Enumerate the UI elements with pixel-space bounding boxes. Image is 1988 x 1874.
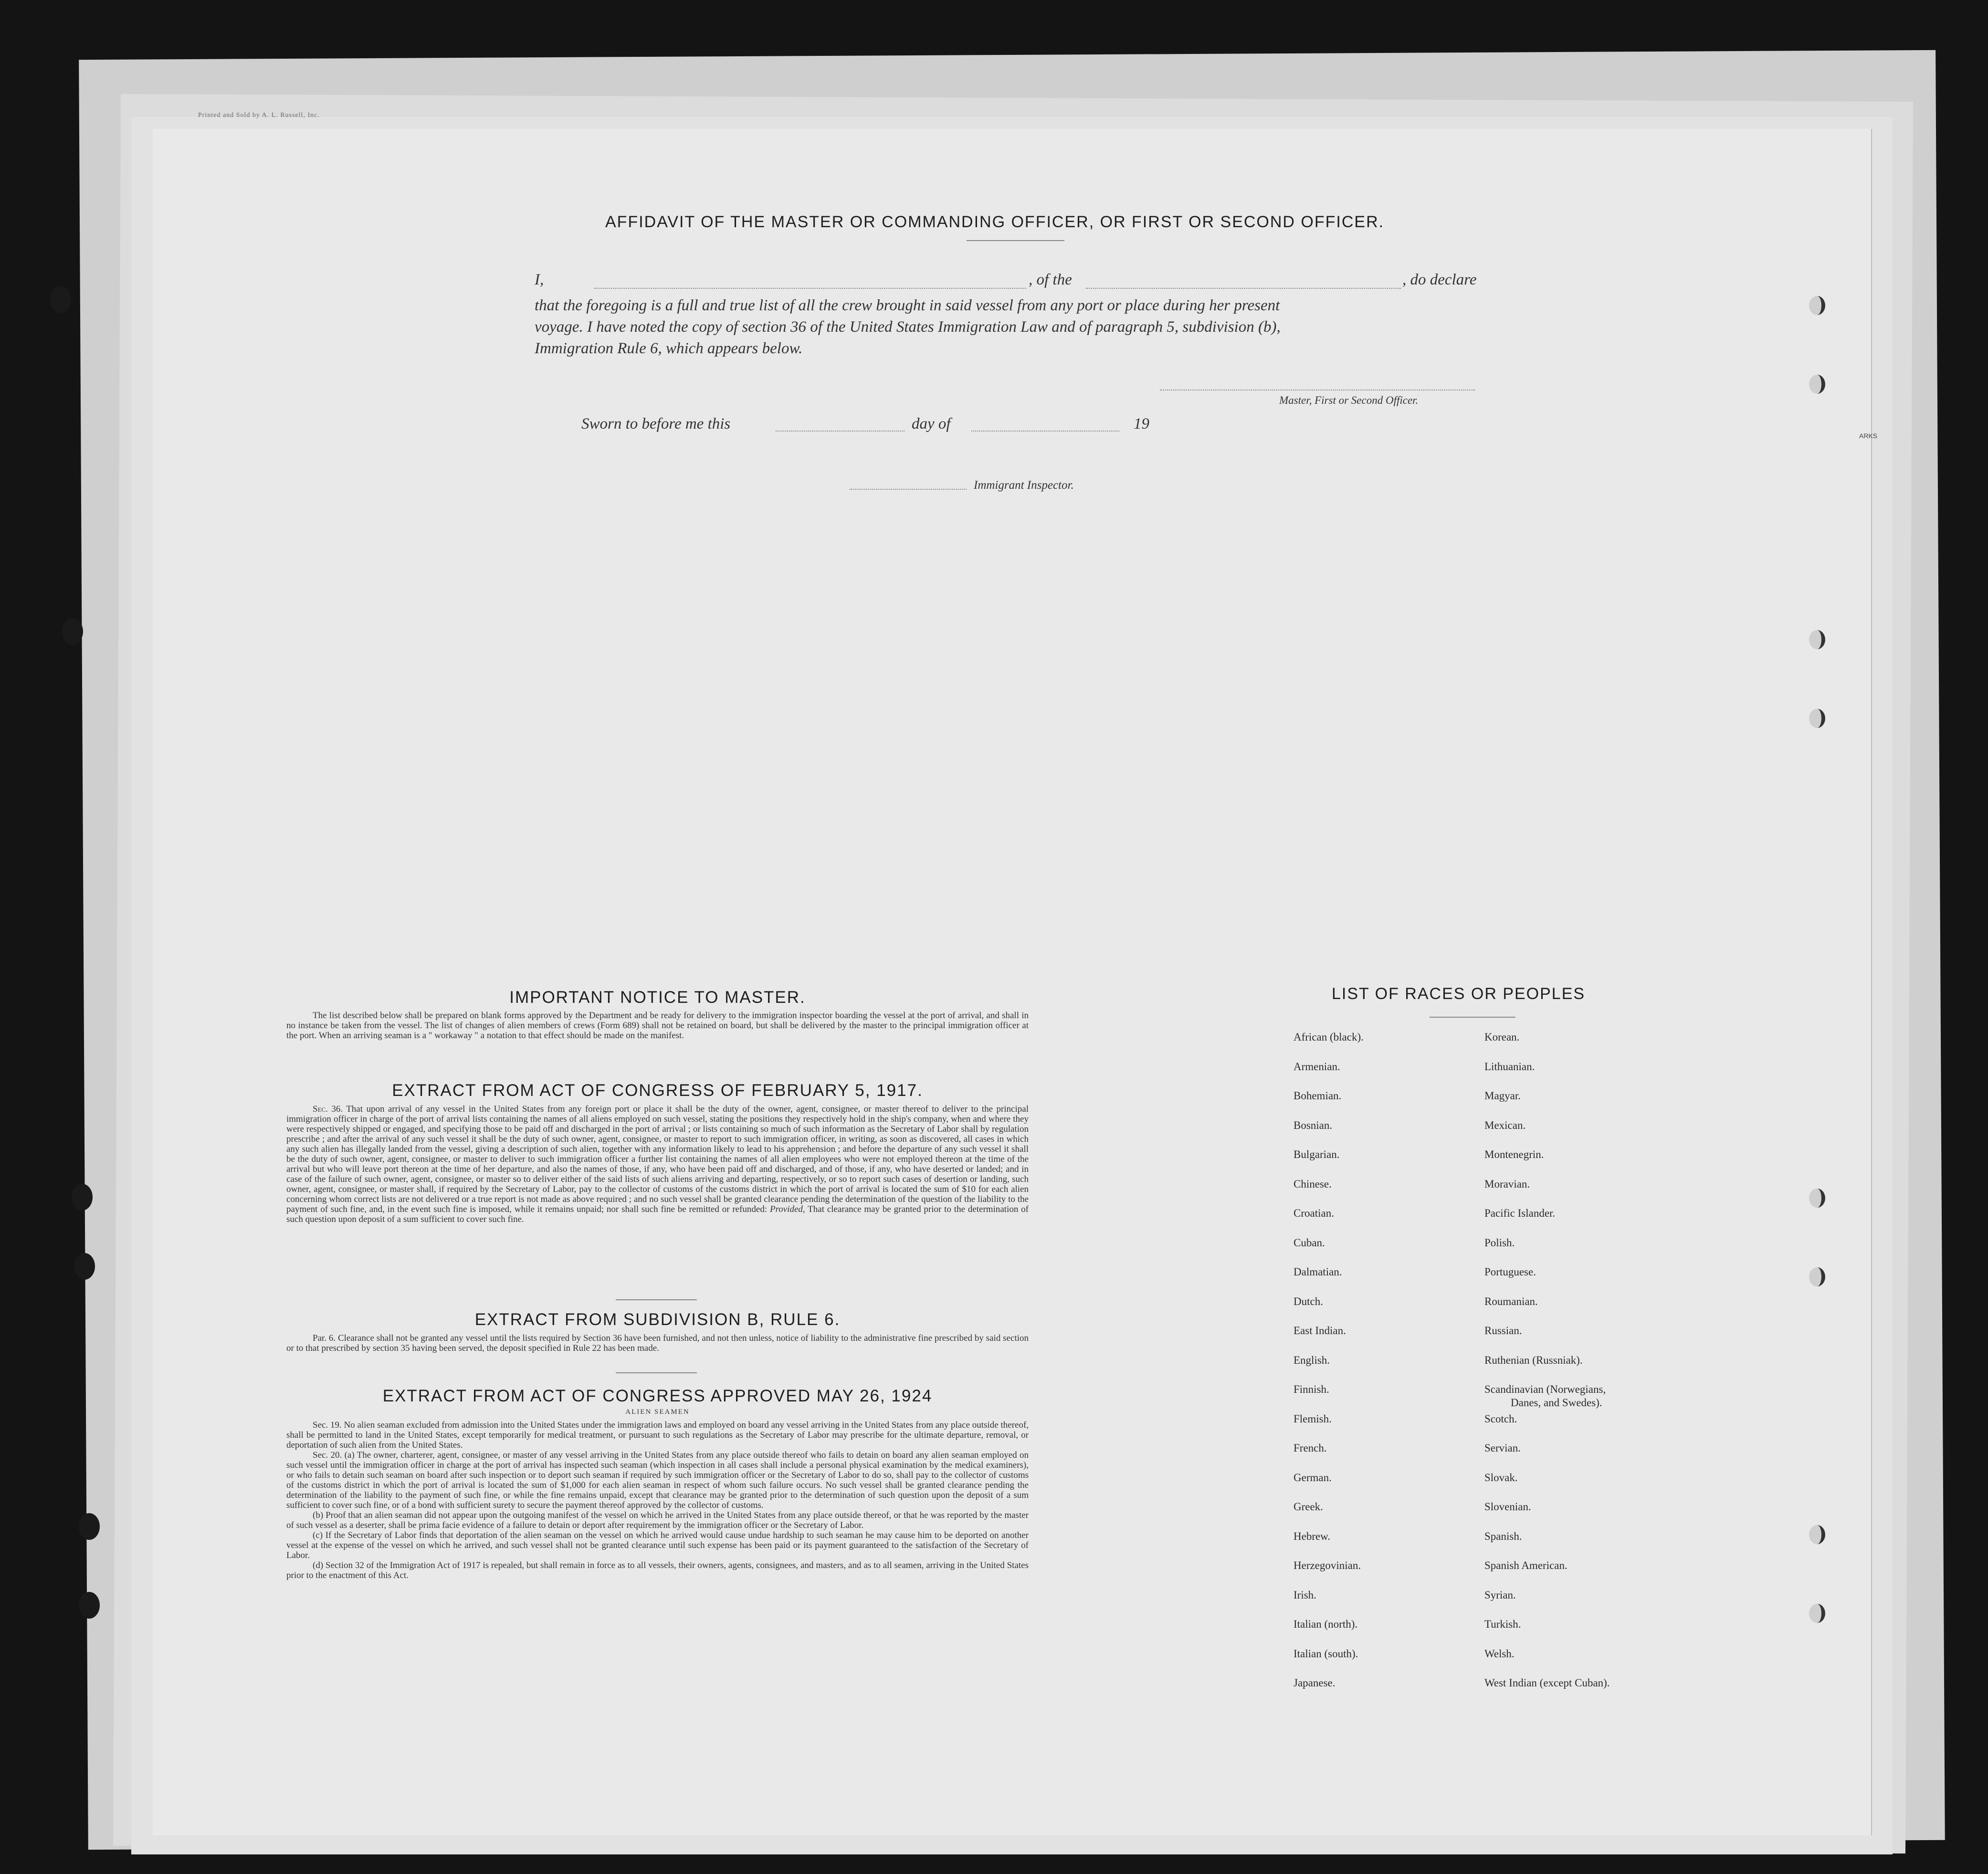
race-item: French. — [1294, 1442, 1327, 1454]
binder-hole — [1809, 630, 1825, 649]
race-item: Slovenian. — [1484, 1501, 1531, 1513]
race-item: Irish. — [1294, 1589, 1316, 1601]
binder-hole — [79, 1513, 100, 1540]
day-blank — [776, 431, 905, 432]
sec-36-label: Sec. 36. — [313, 1104, 343, 1114]
binder-hole — [1809, 375, 1825, 394]
sworn-text: Sworn to before me this — [581, 415, 731, 432]
extract-1917-paragraph — [286, 1104, 1029, 1224]
day-of-text: day of — [912, 415, 951, 432]
month-blank — [971, 431, 1119, 432]
margin-text: ARKS — [1859, 432, 1878, 440]
sec-20-b-paragraph: (b) Proof that an alien seaman did not appear upon the outgoing manifest of the vessel on which he arrived in the United States from any place outside thereof, or that he was reported by the master of such vessel as a deserter, shall be prima facie evidence of a failure to detain or deport after requirement by the immigration officer or the Secretary of Labor. — [286, 1510, 1029, 1530]
binder-hole — [50, 286, 71, 313]
inspector-blank — [850, 489, 967, 490]
sec-36-body-end: That clearance may be granted prior to the determination of such question upon deposit of a sum sufficient to cover such fine. — [286, 1204, 1029, 1224]
race-item: Herzegovinian. — [1294, 1559, 1361, 1571]
notice-title: IMPORTANT NOTICE TO MASTER. — [509, 988, 806, 1007]
races-title: LIST OF RACES OR PEOPLES — [1332, 985, 1586, 1003]
race-item: Italian (north). — [1294, 1618, 1358, 1630]
binder-hole — [79, 1592, 100, 1619]
race-item: Ruthenian (Russniak). — [1484, 1354, 1583, 1366]
title-rule — [967, 240, 1064, 241]
rule-6-text — [286, 1333, 1029, 1353]
race-item: Chinese. — [1294, 1178, 1332, 1190]
race-item: Turkish. — [1484, 1618, 1521, 1630]
race-item: Bosnian. — [1294, 1119, 1333, 1131]
printer-imprint: Printed and Sold by A. L. Russell, Inc. — [198, 112, 320, 119]
year-prefix: 19 — [1134, 415, 1149, 432]
race-item: Mexican. — [1484, 1119, 1526, 1131]
binder-hole — [1809, 709, 1825, 728]
race-item: Slovak. — [1484, 1471, 1518, 1484]
race-item: Dutch. — [1294, 1295, 1323, 1307]
rule-6-paragraph: Par. 6. Clearance shall not be granted any vessel until the lists required by Section 36 have been furnished, and not then unless, notice of liability to the administrative fine prescribed by said section or to that prescribed by section 35 having been served, the deposit specified in Rule 22 has been made. — [286, 1333, 1029, 1353]
affidavit-line-4: Immigration Rule 6, which appears below. — [535, 340, 803, 357]
binder-hole — [1809, 1267, 1825, 1286]
race-item: Flemish. — [1294, 1412, 1332, 1425]
race-item: East Indian. — [1294, 1325, 1346, 1337]
race-item: Montenegrin. — [1484, 1148, 1544, 1160]
vessel-blank — [1086, 288, 1401, 289]
race-item: Finnish. — [1294, 1383, 1329, 1395]
sec-20-c-paragraph: (c) If the Secretary of Labor finds that deportation of the alien seaman on the vessel on which he arrived would cause undue hardship to such seaman he may cause him to be deported on another vessel at the expense of the vessel on which he arrived, and such vessel shall not be granted clearance until such expense has been paid or its payment guaranteed to the satisfaction of the Secretary of Labor. — [286, 1530, 1029, 1560]
section-rule — [616, 1299, 697, 1300]
sec-36-body: That upon arrival of any vessel in the United States from any foreign port or place it shall be the duty of the owner, agent, consignee, or master thereof to deliver to the principal immigration officer in charge of the port of arrival lists containing the names of all aliens employed on such vessel, stating the positions they respectively hold in the ship's company, when and where they were respectively shipped or engaged, and specifying those to be paid off and discharged in the port of arrival ; or lists containing so much of such information as the Secretary of Labor shall by regulation prescribe ; and after the arrival of any such vessel it shall be the duty of such owner, agent, consignee, or master to report to such immigration officer, in writing, as soon as discovered, all cases in which any such alien has illegally landed from the vessel, giving a description of such alien, together with any information likely to lead to his apprehension ; and before the departure of any such vessel it shall be the duty of such owner, agent, consignee, or master to deliver to such immigration officer a further list containing the names of all alien employees who were not employed thereon at the time of the arrival but who will leave port thereon at the time of her departure, and also the names of those, if any, who have been paid off and discharged, and of those, if any, who have deserted or landed; and in case of the failure of such owner, agent, consignee, or master so to deliver either of the said lists of such aliens arriving and departing, respectively, or so to report such cases of desertion or landing, such owner, agent, consignee, or master shall, if required by the Secretary of Labor, pay to the collector of customs of the customs district in which the port of arrival is located the sum of $10 for each alien concerning whom correct lists are not delivered or a true report is not made as above required ; and no such vessel shall be granted clearance pending the determination of the question of the liability to the payment of such fine, and, in the event such fine is imposed, while it remains unpaid; nor shall such fine be remitted or refunded: — [286, 1104, 1029, 1214]
race-item: Scotch. — [1484, 1412, 1517, 1425]
affidavit-i: I, — [535, 271, 544, 288]
affidavit-line-3: voyage. I have noted the copy of section 36 of the United States Immigration Law and of paragraph 5, subdivision (b), — [535, 318, 1281, 336]
extract-1917-text — [286, 1104, 1029, 1224]
extract-1917-title: EXTRACT FROM ACT OF CONGRESS OF FEBRUARY 5, 1917. — [392, 1081, 923, 1100]
rule-6-title: EXTRACT FROM SUBDIVISION B, RULE 6. — [474, 1310, 841, 1329]
race-item: Roumanian. — [1484, 1295, 1538, 1307]
race-item: Spanish American. — [1484, 1559, 1567, 1571]
race-item: Servian. — [1484, 1442, 1521, 1454]
race-item: African (black). — [1294, 1031, 1364, 1043]
notice-paragraph: The list described below shall be prepared on blank forms approved by the Department and be ready for delivery to the immigration inspector boarding the vessel at the port of arrival, and shall in no instance be taken from the vessel. The list of changes of alien members of crews (Form 689) shall not be retained on board, but shall be delivered by the master to the principal immigration officer at the port. When an arriving seaman is a " workaway " a notation to that effect should be made on the manifest. — [286, 1011, 1029, 1041]
affidavit-line-1 — [535, 271, 544, 289]
extract-1924-text — [286, 1420, 1029, 1580]
affidavit-declare: , do declare — [1402, 271, 1477, 288]
binder-hole — [74, 1253, 95, 1280]
race-item: Scandinavian (Norwegians, — [1484, 1383, 1606, 1395]
race-item-continuation: Danes, and Swedes). — [1511, 1397, 1602, 1409]
notice-text — [286, 1011, 1029, 1041]
affidavit-title: AFFIDAVIT OF THE MASTER OR COMMANDING OFFICER, OR FIRST OR SECOND OFFICER. — [605, 213, 1385, 231]
race-item: Russian. — [1484, 1325, 1522, 1337]
race-item: Dalmatian. — [1294, 1266, 1342, 1278]
race-item: English. — [1294, 1354, 1330, 1366]
race-item: Greek. — [1294, 1501, 1323, 1513]
binder-hole — [1809, 1604, 1825, 1623]
race-item: Syrian. — [1484, 1589, 1516, 1601]
signature-caption: Master, First or Second Officer. — [1279, 394, 1419, 406]
race-item: Portuguese. — [1484, 1266, 1536, 1278]
race-item: German. — [1294, 1471, 1332, 1484]
race-item: Italian (south). — [1294, 1647, 1358, 1660]
race-item: Polish. — [1484, 1236, 1515, 1249]
section-rule — [616, 1372, 697, 1373]
race-item: Croatian. — [1294, 1207, 1334, 1219]
race-item: Cuban. — [1294, 1236, 1325, 1249]
race-item: Bohemian. — [1294, 1090, 1342, 1102]
affidavit-line-2: that the foregoing is a full and true list of all the crew brought in said vessel from any port or place during her present — [535, 297, 1280, 314]
race-item: Welsh. — [1484, 1647, 1515, 1660]
binder-hole — [1809, 296, 1825, 315]
race-item: Japanese. — [1294, 1677, 1336, 1689]
binder-hole — [1809, 1525, 1825, 1544]
race-item: Lithuanian. — [1484, 1060, 1535, 1073]
binder-hole — [72, 1184, 93, 1211]
race-item: Korean. — [1484, 1031, 1520, 1043]
alien-seamen-subtitle: ALIEN SEAMEN — [625, 1408, 690, 1416]
race-item: West Indian (except Cuban). — [1484, 1677, 1610, 1689]
binder-hole — [62, 618, 83, 645]
sec-19-paragraph: Sec. 19. No alien seaman excluded from admission into the United States under the immigration laws and employed on board any vessel arriving in the United States from any place outside thereof, shall be permitted to land in the United States, except temporarily for medical treatment, or pursuant to such regulations as the Secretary of Labor may prescribe for the ultimate departure, removal, or deportation of such alien from the United States. — [286, 1420, 1029, 1450]
race-item: Hebrew. — [1294, 1530, 1331, 1542]
sec-20-a-paragraph: Sec. 20. (a) The owner, charterer, agent, consignee, or master of any vessel arriving in the United States from any place outside thereof who fails to detain on board any alien seaman employed on such vessel until the immigration officer in charge at the port of arrival has inspected such seaman (which inspection in all cases shall include a personal physical examination by the medical examiners), or who fails to detain such seaman on board after such inspection or to deport such seaman if required by such immigration officer or the Secretary of Labor to do so, shall pay to the collector of customs of the customs district in which the port of arrival is located the sum of $1,000 for each alien seaman in respect of whom such failure occurs. No such vessel shall be granted clearance pending the determination of the liability to the payment of such fine, or while the fine remains unpaid, except that clearance may be granted prior to the determination of such question upon the deposit of a sum sufficient to cover such fine, or of a bond with sufficient surety to secure the payment thereof approved by the collector of customs. — [286, 1450, 1029, 1510]
binder-hole — [1809, 1189, 1825, 1208]
race-item: Spanish. — [1484, 1530, 1522, 1542]
affidavit-of-the: , of the — [1029, 271, 1072, 288]
race-item: Bulgarian. — [1294, 1148, 1340, 1160]
sec-20-d-paragraph: (d) Section 32 of the Immigration Act of 1917 is repealed, but shall remain in force as to all vessels, their owners, agents, consignees, and masters, and as to all seamen, arriving in the United States prior to the enactment of this Act. — [286, 1560, 1029, 1580]
race-item: Magyar. — [1484, 1090, 1521, 1102]
race-item: Pacific Islander. — [1484, 1207, 1556, 1219]
name-blank — [594, 288, 1026, 289]
inspector-caption: Immigrant Inspector. — [974, 479, 1074, 492]
provided-word: Provided, — [769, 1204, 805, 1214]
extract-1924-title: EXTRACT FROM ACT OF CONGRESS APPROVED MAY 26, 1924 — [382, 1387, 933, 1405]
race-item: Moravian. — [1484, 1178, 1530, 1190]
race-item: Armenian. — [1294, 1060, 1340, 1073]
races-rule — [1430, 1017, 1515, 1018]
